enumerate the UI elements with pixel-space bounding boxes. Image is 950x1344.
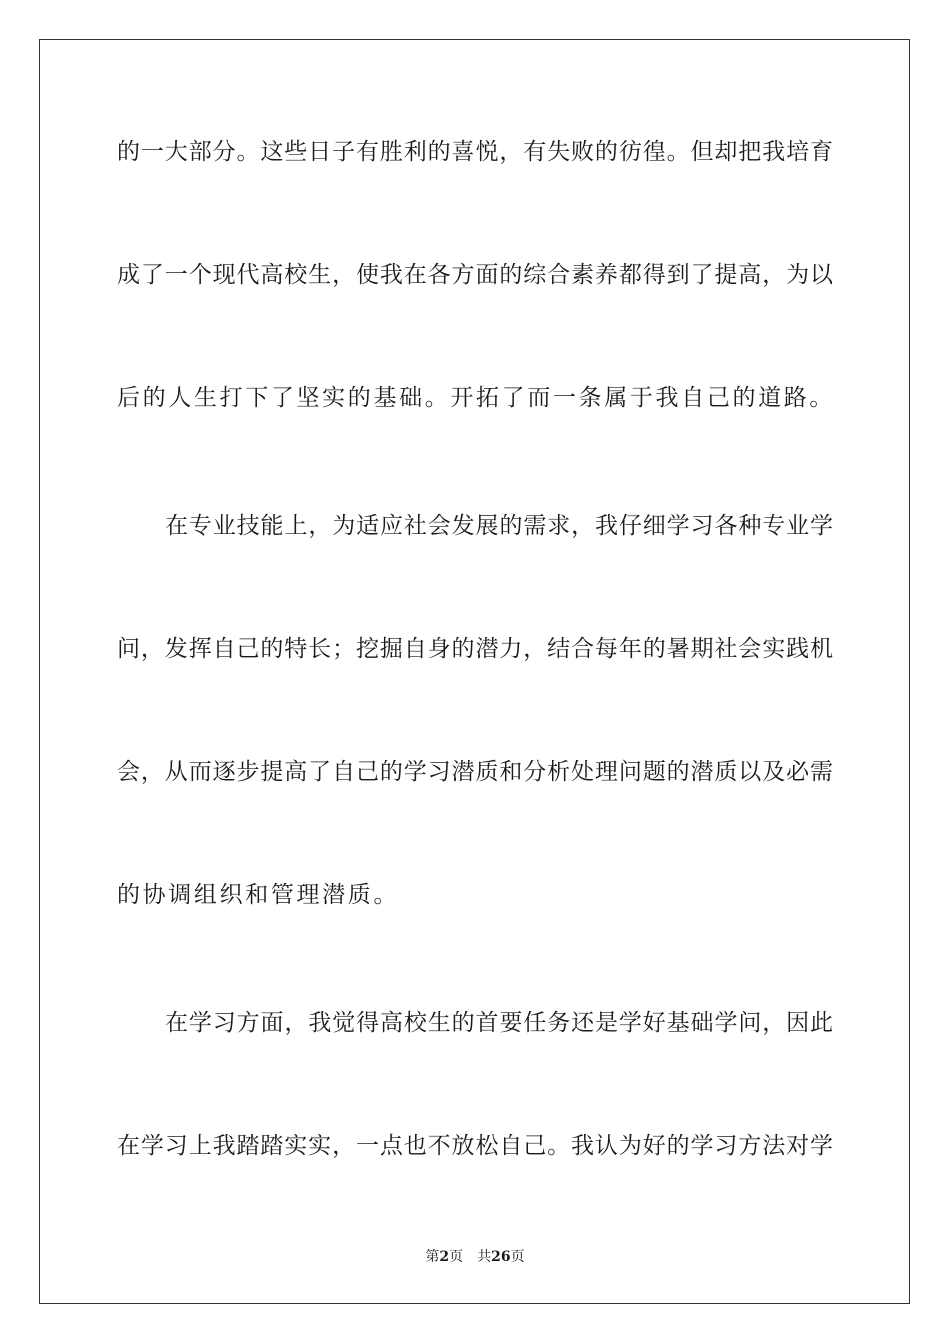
page-footer	[0, 1248, 950, 1266]
text-line-1: 的一大部分。这些日子有胜利的喜悦，有失败的彷徨。但却把我培育	[117, 139, 833, 165]
total-pages: 26	[491, 1249, 511, 1265]
text-line-3: 后的人生打下了坚实的基础。开拓了而一条属于我自己的道路。	[117, 385, 836, 411]
text-line-4: 在专业技能上，为适应社会发展的需求，我仔细学习各种专业学	[165, 513, 833, 539]
text-line-8: 在学习方面，我觉得高校生的首要任务还是学好基础学问，因此	[165, 1010, 833, 1036]
page-suffix: 页	[449, 1249, 464, 1265]
text-line-2: 成了一个现代高校生，使我在各方面的综合素养都得到了提高，为以	[117, 262, 833, 288]
page-number: 2	[439, 1249, 450, 1265]
page-border	[39, 39, 910, 1304]
total-suffix: 页	[510, 1249, 525, 1265]
text-line-9: 在学习上我踏踏实实，一点也不放松自己。我认为好的学习方法对学	[117, 1133, 833, 1159]
page-prefix: 第	[425, 1249, 440, 1265]
total-prefix: 共	[477, 1249, 492, 1265]
text-line-7: 的协调组织和管理潜质。	[117, 882, 400, 908]
text-line-5: 问，发挥自己的特长；挖掘自身的潜力，结合每年的暑期社会实践机	[117, 636, 833, 662]
text-line-6: 会，从而逐步提高了自己的学习潜质和分析处理问题的潜质以及必需	[117, 759, 833, 785]
